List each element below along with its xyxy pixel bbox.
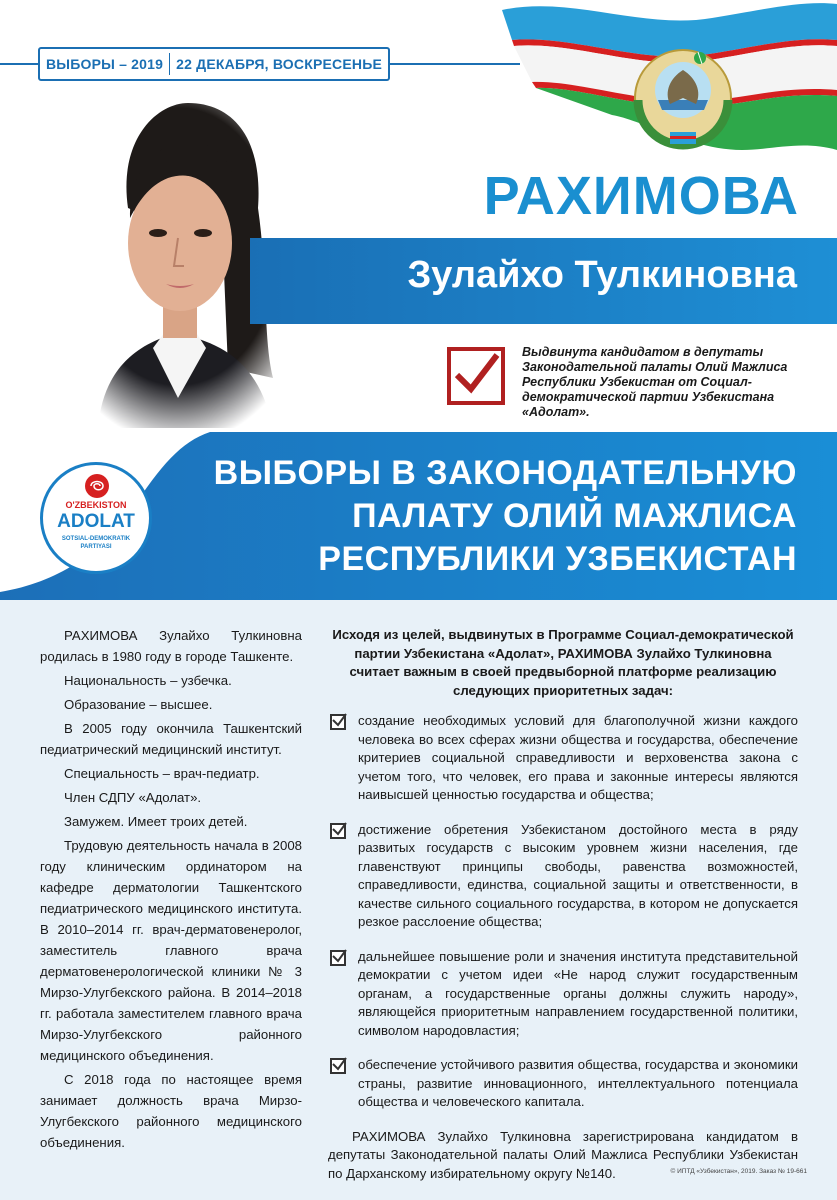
checkbox-icon bbox=[330, 823, 346, 839]
logo-subtitle-line: SOTSIAL-DEMOKRATIK bbox=[61, 536, 131, 542]
rose-icon bbox=[84, 473, 110, 499]
logo-subtitle bbox=[43, 535, 149, 551]
bio-paragraph: Замужем. Имеет троих детей. bbox=[64, 814, 248, 829]
party-logo bbox=[40, 462, 152, 574]
candidate-surname: РАХИМОВА bbox=[483, 166, 799, 226]
election-title-line: ВЫБОРЫ В ЗАКОНОДАТЕЛЬНУЮ bbox=[213, 454, 797, 492]
platform-intro: Исходя из целей, выдвинутых в Программе Социал-демократической партии Узбекистана «Адолат», РАХИМОВА Зулайхо Тулкиновна считает важным в своей предвыборной платформе реализацию следующих приоритетных задач: bbox=[332, 627, 794, 698]
candidate-given-names: Зулайхо Тулкиновна bbox=[407, 254, 797, 296]
platform-item-text: обеспечение устойчивого развития общества, государства и экономики страны, развитие инновационного, интеллектуального потенциала общества и человеческого капитала. bbox=[358, 1057, 798, 1109]
platform-item bbox=[328, 821, 798, 932]
checkbox-icon bbox=[330, 950, 346, 966]
platform-column bbox=[328, 626, 798, 1183]
bio-paragraph: Трудовую деятельность начала в 2008 году клиническим ординатором на кафедре дерматологии Ташкентского педиатрического медицинского института. В 2010–2014 гг. врач-дерматовенеролог, заместитель главного врача дерматовенерологической клиники № 3 Мирзо-Улугбекского района. В 2014–2018 гг. работала заместителем главного врача Мирзо-Улугбекского районного медицинского объединения. bbox=[40, 838, 302, 1063]
platform-item bbox=[328, 1056, 798, 1112]
platform-item bbox=[328, 712, 798, 805]
logo-subtitle-line: PARTIYASI bbox=[80, 544, 112, 550]
print-footer: © ИПТД «Узбекистан», 2019. Заказ № 19-661 bbox=[670, 1168, 807, 1175]
election-title bbox=[177, 452, 797, 581]
badge-election-day: 22 ДЕКАБРЯ, ВОСКРЕСЕНЬЕ bbox=[176, 56, 382, 72]
checkmark-icon bbox=[447, 347, 505, 405]
platform-item-text: дальнейшее повышение роли и значения института представительной демократии с учетом идеи «Не народ служит государственным органам, а государственные органы должны служить народу», являющейся приоритетным направлением государственной политики, символом народовластия; bbox=[358, 948, 798, 1038]
nomination-text: Выдвинута кандидатом в депутаты Законодательной палаты Олий Мажлиса Республики Узбекистан от Социал-демократической партии Узбекистана «Адолат». bbox=[522, 345, 788, 419]
badge-election-year: ВЫБОРЫ – 2019 bbox=[46, 56, 164, 72]
logo-party-name: ADOLAT bbox=[57, 511, 135, 532]
bio-paragraph: С 2018 года по настоящее время занимает должность врача Мирзо-Улугбекского районного медицинского объединения. bbox=[40, 1072, 302, 1150]
bio-paragraph: В 2005 году окончила Ташкентский педиатрический медицинский институт. bbox=[40, 721, 302, 757]
bio-paragraph: Образование – высшее. bbox=[64, 697, 213, 712]
election-title-line: РЕСПУБЛИКИ УЗБЕКИСТАН bbox=[318, 540, 797, 578]
badge-divider bbox=[169, 53, 170, 75]
bio-paragraph: Национальность – узбечка. bbox=[64, 673, 232, 688]
election-title-line: ПАЛАТУ ОЛИЙ МАЖЛИСА bbox=[352, 497, 797, 535]
platform-item-text: создание необходимых условий для благополучной жизни каждого человека во всех сферах жизни общества и государства, обеспечение критериев социальной справедливости и верховенства закона с учетом того, что человек, его права и законные интересы являются наивысшей ценностью государства и общества; bbox=[358, 713, 798, 802]
bio-paragraph: РАХИМОВА Зулайхо Тулкиновна родилась в 1980 году в городе Ташкенте. bbox=[40, 628, 302, 664]
checkbox-icon bbox=[330, 1058, 346, 1074]
checkbox-icon bbox=[330, 714, 346, 730]
bio-paragraph: Специальность – врач-педиатр. bbox=[64, 766, 260, 781]
platform-item-text: достижение обретения Узбекистаном достойного места в ряду развитых государств с высоким уровнем жизни населения, где главенствуют принципы свободы, равенства возможностей, справедливости, единства, социальной защиты и ответственности, в качестве сильного социального государства, в котором не допускается резкое расслоение общества; bbox=[358, 821, 798, 929]
logo-country: O'ZBEKISTON bbox=[65, 500, 127, 510]
platform-item bbox=[328, 948, 798, 1041]
biography-column bbox=[40, 625, 302, 1156]
state-emblem-icon bbox=[628, 40, 738, 150]
registration-note: РАХИМОВА Зулайхо Тулкиновна зарегистрирована кандидатом в депутаты Законодательной палаты Олий Мажлиса Республики Узбекистан по Дарханскому избирательному округу №140. bbox=[328, 1128, 798, 1181]
election-date-badge bbox=[38, 47, 390, 81]
bio-paragraph: Член СДПУ «Адолат». bbox=[64, 790, 202, 805]
